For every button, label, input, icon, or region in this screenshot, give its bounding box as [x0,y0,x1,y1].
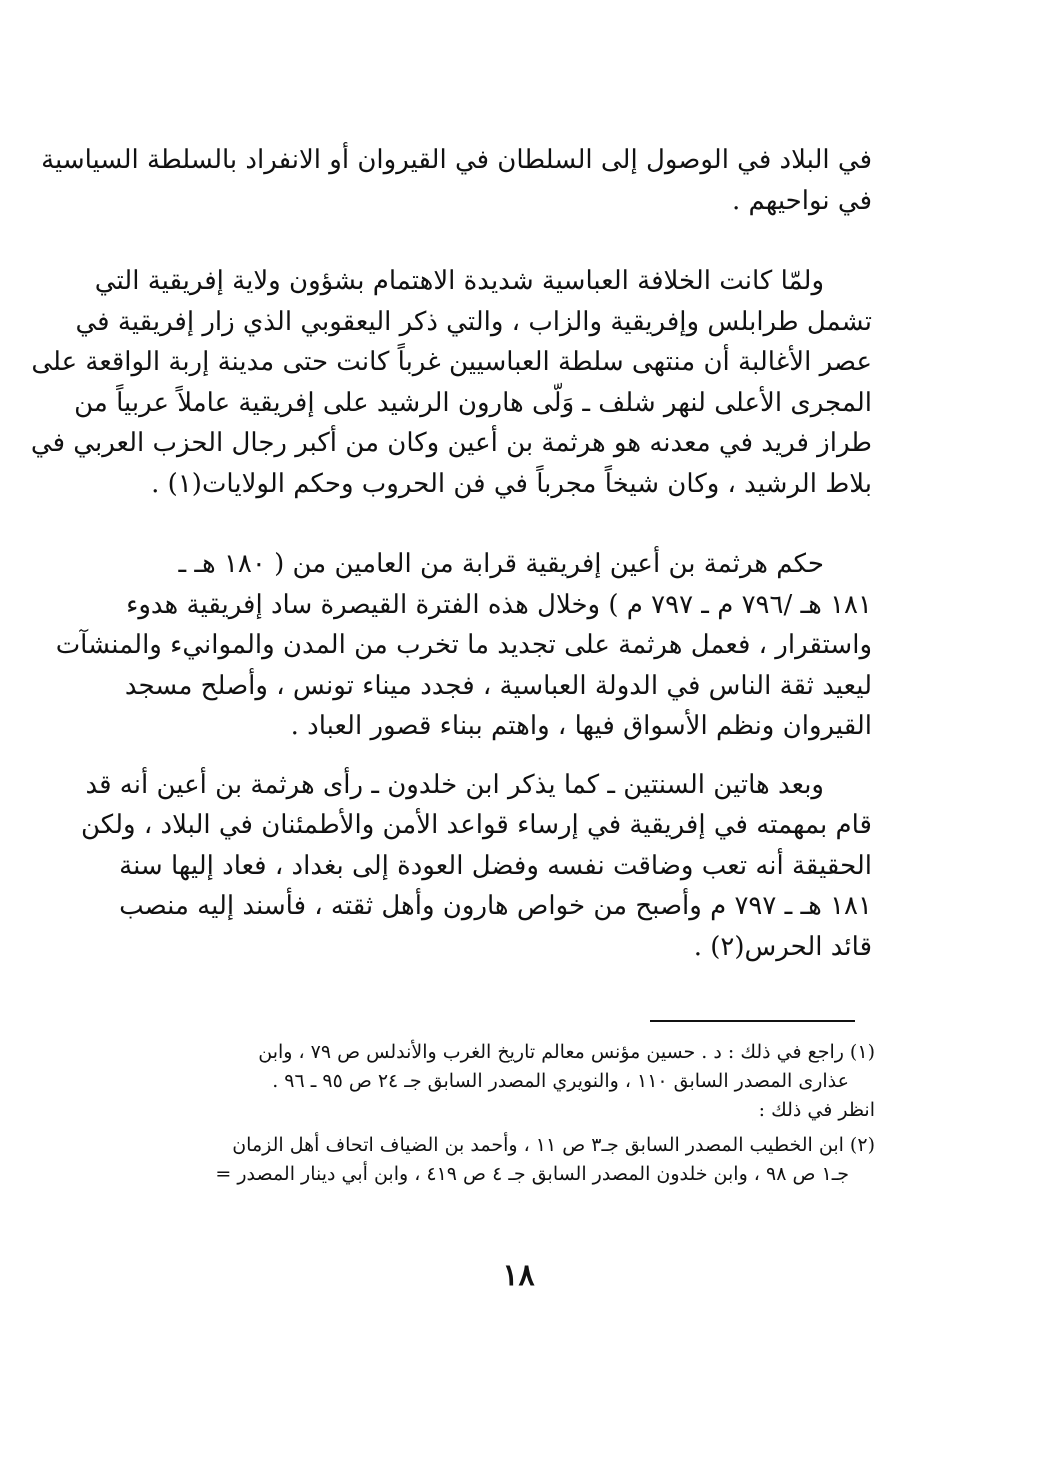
text-line: قام بمهمته في إفريقية في إرساء قواعد الأمن والأطمئنان في البلاد ، ولكن [80,810,872,840]
main-text [30,140,872,967]
paragraph [55,544,872,747]
text-line: تشمل طرابلس وإفريقية والزاب ، والتي ذكر اليعقوبي الذي زار إفريقية في [75,306,872,337]
text-line: ١٨١ هـ ـ ٧٩٧ م وأصبح من خواص هارون وأهل ثقته ، فأسند إليه منصب [119,891,872,921]
paragraph [41,140,872,221]
text-line: المجرى الأعلى لنهر شلف ـ وَلّى هارون الرشيد على إفريقية عاملاً عربياً من [74,387,872,418]
footnote-1-line: (١) راجع في ذلك : د . حسين مؤنس معالم تاريخ الغرب والأندلس ص ٧٩ ، وابن [258,1041,875,1063]
footnote-2-line: جـ١ ص ٩٨ ، وابن خلدون المصدر السابق جـ ٤ ص ٤١٩ ، وابن أبي دينار المصدر = [215,1163,849,1185]
paragraph [30,261,872,504]
text-line: القيروان ونظم الأسواق فيها ، واهتم ببناء قصور العباد . [290,711,872,741]
text-line: حكم هرثمة بن أعين إفريقية قرابة من العامين من ( ١٨٠ هـ ـ [178,549,824,579]
text-line: في البلاد في الوصول إلى السلطان في القيروان أو الانفراد بالسلطة السياسية [41,145,872,175]
text-line: عصر الأغالبة أن منتهى سلطة العباسيين غرباً كانت حتى مدينة إربة الواقعة على [31,347,872,377]
footnote-divider [650,1020,855,1022]
text-line: الحقيقة أنه تعب وضاقت نفسه وفضل العودة إلى بغداد ، فعاد إليها سنة [119,850,872,881]
text-line: في نواحيهم . [732,185,872,216]
text-line: ليعيد ثقة الناس في الدولة العباسية ، فجدد ميناء تونس ، وأصلح مسجد [124,670,872,701]
text-line: بلاط الرشيد ، وكان شيخاً مجرباً في فن الحروب وحكم الولايات(١) . [151,468,872,499]
text-line: وبعد هاتين السنتين ـ كما يذكر ابن خلدون ـ رأى هرثمة بن أعين أنه قد [85,769,824,800]
text-line: قائد الحرس(٢) . [693,931,872,962]
text-line: ١٨١ هـ /٧٩٦ م ـ ٧٩٧ م ) وخلال هذه الفترة القيصرة ساد إفريقية هدوء [126,589,872,620]
text-line: طراز فريد في معدنه هو هرثمة بن أعين وكان من أكبر رجال الحزب العربي في [30,428,872,458]
text-line: واستقرار ، فعمل هرثمة على تجديد ما تخرب من المدن والموانيء والمنشآت [55,630,872,660]
paragraph [80,765,872,968]
text-line: ولمّا كانت الخلافة العباسية شديدة الاهتمام بشؤون ولاية إفريقية التي [94,266,824,296]
page-number: ١٨ [502,1258,535,1293]
footnote-2-line: (٢) ابن الخطيب المصدر السابق جـ٣ ص ١١ ، وأحمد بن الضياف اتحاف أهل الزمان [232,1134,875,1156]
footnote-1-line: عذارى المصدر السابق ١١٠ ، والنويري المصدر السابق جـ ٢٤ ص ٩٥ ـ ٩٦ . [272,1070,849,1092]
footnotes [165,1038,875,1189]
footnote-1-line: انظر في ذلك : [758,1099,875,1121]
